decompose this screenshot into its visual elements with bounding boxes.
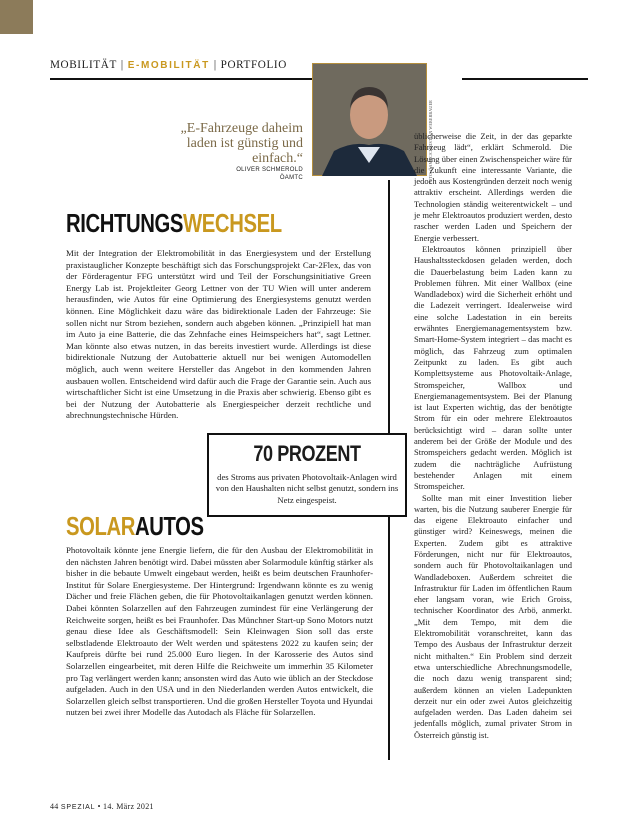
section1-body [66,248,371,422]
quote-org: ÖAMTC [279,175,303,181]
corner-tab [0,0,33,34]
portrait-photo [312,63,427,176]
section2-body [66,545,373,719]
page-footer [50,802,154,811]
section-nav [50,59,287,71]
heading-part-b: AUTOS [135,511,204,541]
nav-separator: | [213,59,217,71]
right-paragraph-3: Sollte man mit einer Investition lieber warten, bis die Nutzung sauberer Energie für das eigene Elektroauto einfacher und günstiger wird? Keineswegs, meinen die Experten. Zudem gibt es attraktive Förderungen, nicht nur für Elektroautos, sondern auch für Photovoltaikanlagen und Wandladeboxen. Außerdem schreitet die Infrastruktur für Laden im öffentlichen Raum eher langsam voran, wie Erich Groiss, technischer Koordinator des Arbö, anmerkt. „Mit dem Tempo, mit dem die Elektromobilität voranschreitet, kann das Tempo des Ausbaus der Infrastruktur derzeit nicht mithalten.“ Ein Problem sind derzeit etwa unterschiedliche Abrechnungsmodelle, die noch dazu wenig transparent sind; außerdem können an vielen Ladepunkten derzeit nur ein oder zwei Autos gleichzeitig aufgeladen werden. Das Laden daheim sei jedenfalls möglich, zumal privater Strom in Österreich günstig ist. [414,492,572,740]
callout-text: des Stroms aus privaten Photovoltaik-Anlagen wird von den Haushalten nicht selbst genutzt, sondern ins Netz eingespeist. [215,472,399,505]
quote-author: OLIVER SCHMEROLD [236,167,303,173]
nav-mobilitaet[interactable]: MOBILITÄT [50,59,117,71]
issue-date: • 14. März 2021 [97,802,154,811]
section1-text: Mit der Integration der Elektromobilität in das Energiesystem und der Erstellung praxistauglicher Konzepte beschäftigt sich das Forschungsprojekt Car-2Flex, das von der Förderagentur FFG unterstützt wird und Teil der Forschungsinitiative Green Energy Lab ist. Projektleiter Georg Lettner von der TU Wien will unter anderem herausfinden, wie Autos für eine Optimierung des Energiesystems genutzt werden können. Eine Möglichkeit dazu wäre das bidirektionale Laden der Fahrzeuge: Sie sollen nicht nur Strom beziehen, sondern auch abgeben können. „Prinzipiell hat man im Auto ja eine Batterie, die das Zehnfache eines Heimspeichers hat“, sagt Lettner. Man könnte also etwas nutzen, in das bereits investiert wurde. Allerdings ist diese bidirektionale Nutzung der Autobatterie aktuell nur bei wenigen Automodellen möglich, auch wenn weitere Hersteller das Angebot in den kommenden Jahren ausbauen wollen. Entscheidend wird dafür auch die Frage der Garantie sein. Auch aus wirtschaftlicher Sicht ist eine Umsetzung in die Praxis aber schwierig. Ebenso gibt es bei der Nutzung der Autobatterie als Energiespeicher derzeit rechtliche und abrechnungstechnische Hürden. [66,248,371,421]
header-rule-right [462,78,588,80]
heading-part-a: SOLAR [66,511,136,541]
section2-text: Photovoltaik könnte jene Energie liefern, die für den Ausbau der Elektromobilität in den nächsten Jahren benötigt wird. Dabei müssten aber Solarmodule künftig stärker als bisher in die bebaute Umwelt eingebaut werden, heißt es beim deutschen Fraunhofer-Institut für Solare Energiesysteme. Der Hintergrund: Irgendwann könnte es zu wenig Dächer und freie Flächen geben, die für Photovoltaikanlagen genutzt werden können. Dabei könnten Solarzellen auf den Fahrzeugen zumindest für eine Verlängerung der Reichweite sorgen, heißt es bei Fraunhofer. Das Münchner Start-up Sono Motors nutzt genau diese Idee als Geschäftsmodell: Sein Kleinwagen Sion soll das erste selbstladende Elektroauto der Welt werden und spätestens 2022 zu kaufen sein; der Kaufpreis dürfte bei rund 25.000 Euro liegen. In der Karosserie des Autos sind Solarzellen eingearbeitet, mit deren Hilfe die Reichweite um immerhin 35 Kilometer pro Tag verlängert werden kann; ansonsten wird das Auto wie üblich an der Steckdose aufgeladen. Auch in den USA und in den Niederlanden werden Autos entwickelt, die Solarzellen gleich selbst transportieren. Und die großen Hersteller Toyota und Hyundai nutzen bei zwei ihrer Modelle das Autodach als Fläche für Solarzellen. [66,545,373,718]
heading-solarautos [66,512,204,540]
right-paragraph-2: Elektroautos können prinzipiell über Haushaltssteckdosen geladen werden, doch die Dauerbelastung beim Laden kann zu Problemen führen. Mit einer Wallbox (eine Wandladebox) wird die Sicherheit erhöht und die Ladezeit verringert. Idealerweise wird eine solche Ladestation in ein bereits erwähntes Energiemanagementsystem bzw. Smart-Home-System integriert – das macht es möglich, das Fahrzeug zum optimalen Zeitpunkt zu laden. Es gibt auch Komplettsysteme aus Photovoltaik-Anlage, Stromspeicher, Wallbox und Energiemanagementsystem. Bei der Planung ist laut Experten wichtig, das der benötigte Strom für ein oder mehrere Elektroautos berücksichtigt wird – daran sollte unter anderem bei der Größe der Module und des Stromspeichers gedacht werden. Möglich ist zudem die nachträgliche Aufrüstung bestehender Anlagen mit einem Stromspeicher. [414,243,572,492]
callout-figure: 70 PROZENT [253,441,361,466]
magazine-name: SPEZIAL [60,804,96,811]
heading-part-b: WECHSEL [183,208,282,238]
right-paragraph-1: üblicherweise die Zeit, in der das geparkte Fahrzeug lädt“, erklärt Schmerold. Die Lösung über einen Zwischenspeicher wäre für die Zukunft eine interessante Variante, die jedoch aus Kostengründen derzeit noch wenig attraktiv erscheint. Allerdings werden die Technologien ständig weiterentwickelt – und je mehr Elektroautos produziert werden, desto rascher werden Laden und Speichern der Energie verbessert. [414,131,572,243]
pull-quote: „E-Fahrzeuge daheim laden ist günstig und einfach.“ [180,121,303,166]
nav-separator: | [120,59,124,71]
nav-portfolio[interactable]: PORTFOLIO [220,59,287,71]
page-number: 44 [50,802,59,811]
photo-credit: FOTO: ÖAMTC/CHRISTIAN WEBERBAUER [428,100,433,185]
right-column [414,131,572,741]
quote-attribution [200,166,303,182]
heading-richtungswechsel [66,209,282,237]
heading-part-a: RICHTUNGS [66,208,184,238]
nav-e-mobilitaet[interactable]: E-MOBILITÄT [127,60,210,71]
stat-callout [207,433,407,517]
